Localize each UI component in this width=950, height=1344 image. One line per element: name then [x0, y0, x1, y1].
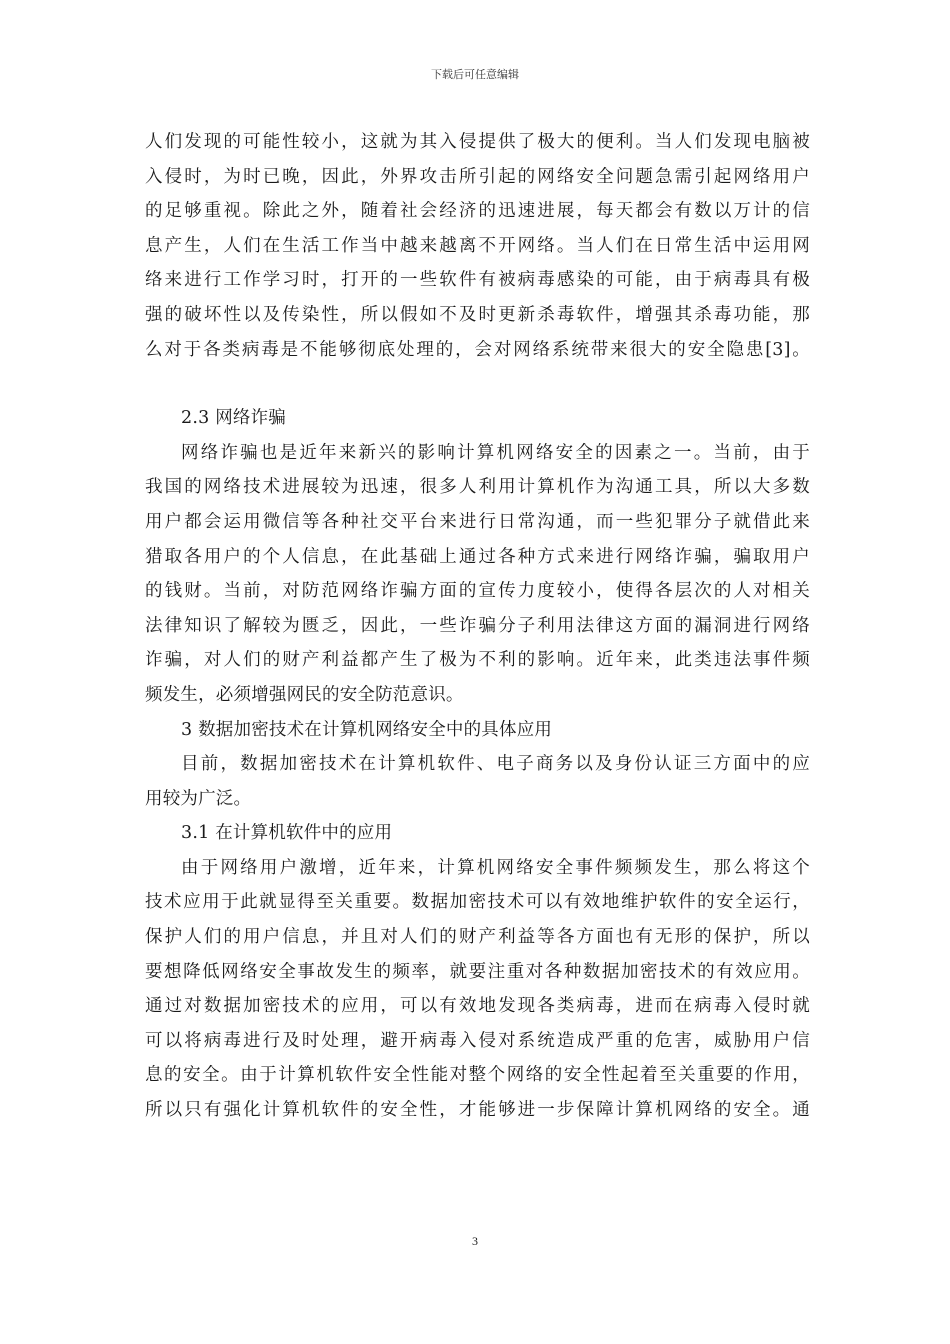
text-line: 么对于各类病毒是不能够彻底处理的，会对网络系统带来很大的安全隐患[3]。	[145, 339, 810, 360]
section-heading-3-1: 3.1 在计算机软件中的应用	[181, 823, 393, 844]
text-line: 用较为广泛。	[145, 788, 252, 809]
text-line: 保护人们的用户信息，并且对人们的财产利益等各方面也有无形的保护，所以	[145, 927, 810, 948]
text-line: 要想降低网络安全事故发生的频率，就要注重对各种数据加密技术的有效应用。	[145, 961, 810, 982]
page-header: 下载后可任意编辑	[431, 68, 519, 81]
section-heading-3: 3 数据加密技术在计算机网络安全中的具体应用	[181, 719, 553, 740]
text-line: 的钱财。当前，对防范网络诈骗方面的宣传力度较小，使得各层次的人对相关	[145, 581, 810, 602]
text-line: 息的安全。由于计算机软件安全性能对整个网络的安全性起着至关重要的作用，	[145, 1065, 810, 1086]
text-line: 入侵时，为时已晚，因此，外界攻击所引起的网络安全问题急需引起网络用户	[145, 166, 810, 187]
text-line: 猎取各用户的个人信息，在此基础上通过各种方式来进行网络诈骗，骗取用户	[145, 546, 810, 567]
text-line: 强的破坏性以及传染性，所以假如不及时更新杀毒软件，增强其杀毒功能，那	[145, 304, 810, 325]
text-line: 用户都会运用微信等各种社交平台来进行日常沟通，而一些犯罪分子就借此来	[145, 511, 810, 532]
paragraph-gap	[145, 367, 810, 401]
text-line: 人们发现的可能性较小，这就为其入侵提供了极大的便利。当人们发现电脑被	[145, 132, 810, 152]
text-line: 目前，数据加密技术在计算机软件、电子商务以及身份认证三方面中的应	[181, 754, 810, 775]
text-line: 络来进行工作学习时，打开的一些软件有被病毒感染的可能，由于病毒具有极	[145, 270, 810, 291]
body-text	[145, 125, 810, 1128]
text-line: 通过对数据加密技术的应用，可以有效地发现各类病毒，进而在病毒入侵时就	[145, 996, 810, 1017]
text-line: 由于网络用户激增，近年来，计算机网络安全事件频频发生，那么将这个	[181, 857, 810, 878]
text-line: 所以只有强化计算机软件的安全性，才能够进一步保障计算机网络的安全。通	[145, 1100, 810, 1121]
text-line: 的足够重视。除此之外，随着社会经济的迅速进展，每天都会有数以万计的信	[145, 201, 810, 222]
page-number: 3	[472, 1234, 478, 1248]
text-line: 我国的网络技术进展较为迅速，很多人利用计算机作为沟通工具，所以大多数	[145, 477, 810, 498]
text-line: 法律知识了解较为匮乏，因此，一些诈骗分子利用法律这方面的漏洞进行网络	[145, 615, 810, 636]
text-line: 诈骗，对人们的财产利益都产生了极为不利的影响。近年来，此类违法事件频	[145, 650, 810, 671]
text-line: 频发生，必须增强网民的安全防范意识。	[145, 684, 464, 705]
text-line: 息产生，人们在生活工作当中越来越离不开网络。当人们在日常生活中运用网	[145, 235, 810, 256]
section-heading-2-3: 2.3 网络诈骗	[181, 408, 286, 429]
text-line: 网络诈骗也是近年来新兴的影响计算机网络安全的因素之一。当前，由于	[181, 442, 810, 463]
text-line: 可以将病毒进行及时处理，避开病毒入侵对系统造成严重的危害，威胁用户信	[145, 1030, 810, 1051]
text-line: 技术应用于此就显得至关重要。数据加密技术可以有效地维护软件的安全运行，	[145, 892, 810, 913]
